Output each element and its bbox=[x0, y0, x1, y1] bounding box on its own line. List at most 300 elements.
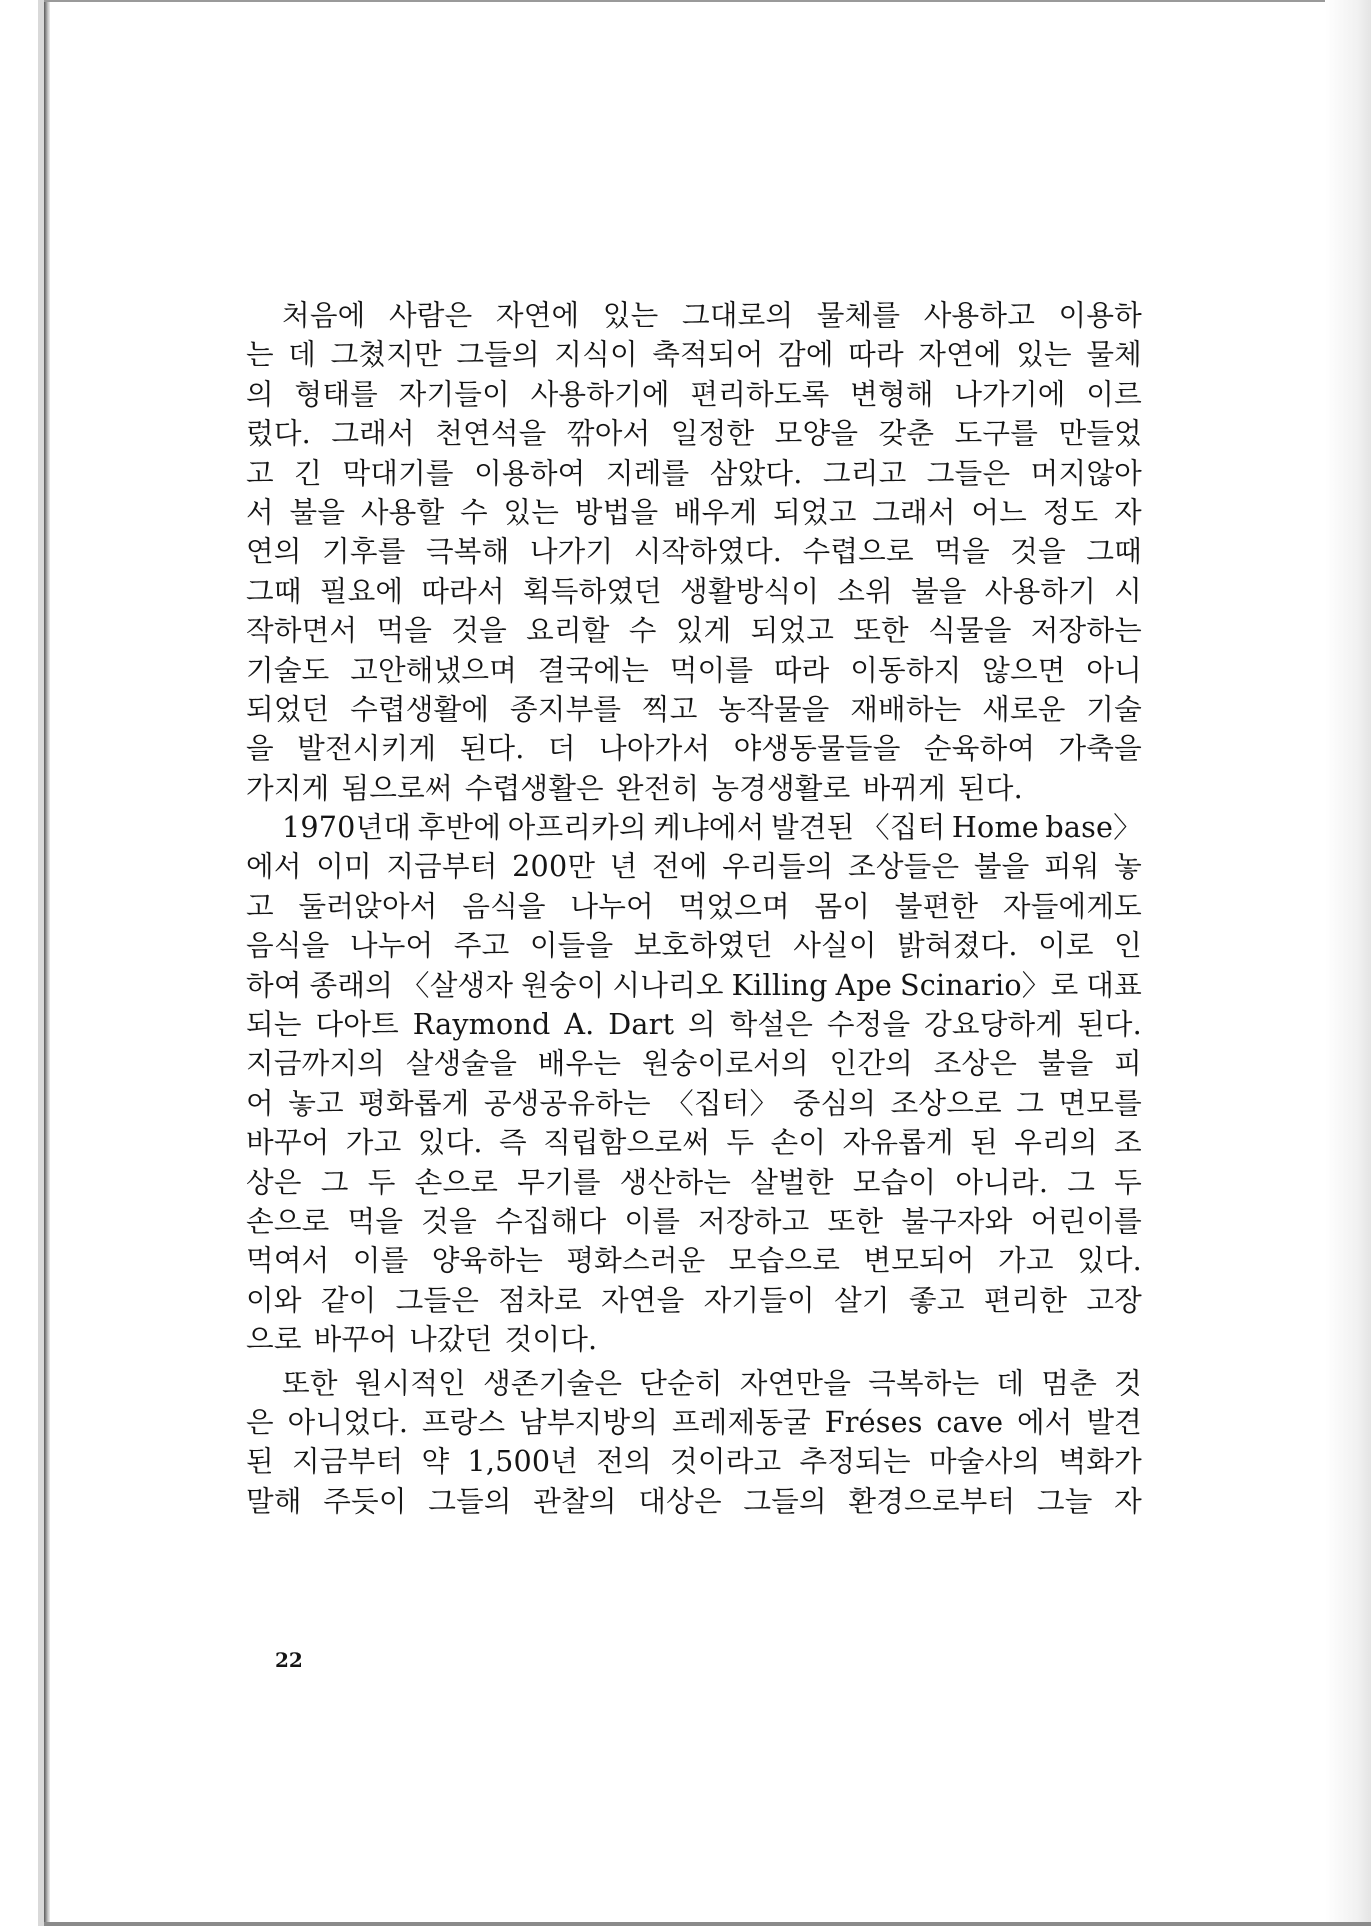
word: 되는 bbox=[246, 1007, 302, 1042]
word: 자연을 bbox=[600, 1282, 685, 1317]
word: 피워 bbox=[1043, 849, 1100, 884]
word: 있는 bbox=[503, 494, 560, 529]
word: 후반에 bbox=[417, 810, 502, 845]
word: 감에 bbox=[778, 337, 834, 372]
word: 또한 bbox=[827, 1203, 884, 1238]
text-line bbox=[246, 729, 1142, 768]
page-bottom-edge bbox=[44, 1922, 1371, 1926]
word: 음식을 bbox=[246, 928, 330, 963]
word: 먹었으며 bbox=[678, 888, 790, 923]
word: 수렵으로 bbox=[802, 534, 914, 569]
word: 이들을 bbox=[529, 928, 614, 963]
word: 자 bbox=[1114, 494, 1142, 529]
word: 바꾸어 bbox=[246, 1125, 330, 1160]
word: 종래의 bbox=[309, 967, 394, 1002]
word: 〈살생자 bbox=[400, 967, 514, 1002]
word: 조상들은 bbox=[848, 849, 960, 884]
word: 조 bbox=[1114, 1125, 1142, 1160]
word: 축적되어 bbox=[652, 337, 764, 372]
text-line bbox=[246, 1442, 1142, 1481]
word: 200만 bbox=[512, 849, 596, 884]
word: 평화스러운 bbox=[566, 1243, 706, 1278]
word: 농경생활로 bbox=[711, 770, 851, 805]
word: 의 bbox=[246, 376, 274, 411]
word: 무기를 bbox=[517, 1164, 601, 1199]
word: 모습이 bbox=[852, 1164, 937, 1199]
word: 갖춘 bbox=[878, 416, 935, 451]
word: 그들의 bbox=[456, 337, 540, 372]
word: 자연에 bbox=[495, 298, 580, 332]
word: 공생공유하는 bbox=[483, 1085, 651, 1120]
word: 즉 bbox=[499, 1125, 527, 1160]
word: 불을 bbox=[973, 849, 1030, 884]
word: 먹을 bbox=[376, 613, 433, 648]
book-binding-edge bbox=[44, 0, 50, 1926]
word: 또한 bbox=[282, 1365, 338, 1400]
word: 데 bbox=[996, 1365, 1025, 1400]
word: 따라서 bbox=[421, 573, 505, 608]
word: 사용하고 bbox=[923, 298, 1036, 332]
word: 기후를 bbox=[322, 534, 406, 569]
word: 시나리오 bbox=[612, 967, 724, 1002]
word: 나아가서 bbox=[599, 731, 711, 766]
word: 직립함으로써 bbox=[543, 1125, 711, 1160]
word: 모양을 bbox=[774, 416, 859, 451]
word: 살생술을 bbox=[405, 1046, 518, 1081]
word: 식물을 bbox=[928, 613, 1012, 648]
word: 결국에는 bbox=[537, 652, 650, 687]
word: 먹을 bbox=[347, 1203, 404, 1238]
word: 프레제동굴 bbox=[671, 1404, 811, 1439]
word: 사람은 bbox=[388, 298, 473, 332]
word: 시작하였다. bbox=[633, 534, 783, 569]
word: 그때 bbox=[246, 573, 302, 608]
text-line bbox=[246, 926, 1142, 965]
text-line bbox=[246, 1320, 1142, 1359]
word: 양육하는 bbox=[431, 1243, 544, 1278]
word: 아프리카의 bbox=[507, 810, 647, 845]
word: 된 bbox=[970, 1125, 998, 1160]
word: 그때 bbox=[1086, 534, 1142, 569]
word: 가고 bbox=[998, 1243, 1054, 1278]
word: 생활방식이 bbox=[680, 573, 820, 608]
text-line bbox=[246, 493, 1142, 532]
word: 된다. bbox=[957, 770, 1023, 805]
word: 발견된 bbox=[771, 810, 855, 845]
word: 원시적인 bbox=[354, 1365, 467, 1400]
word: 인 bbox=[1114, 928, 1142, 963]
text-line bbox=[246, 887, 1142, 926]
word: 막대기를 bbox=[342, 455, 454, 490]
word: 그 bbox=[1016, 1085, 1045, 1120]
word: 재배하는 bbox=[850, 691, 962, 726]
word: 먹이를 bbox=[669, 652, 754, 687]
word: 고 bbox=[246, 888, 274, 923]
word: 사실이 bbox=[793, 928, 877, 963]
text-line bbox=[246, 651, 1142, 690]
word: 환경으로부터 bbox=[848, 1483, 1016, 1518]
word: 피 bbox=[1114, 1046, 1142, 1081]
word: 찍고 bbox=[641, 691, 698, 726]
word: 살기 bbox=[834, 1282, 890, 1317]
word: 이와 bbox=[246, 1282, 302, 1317]
text-line bbox=[246, 1202, 1142, 1241]
word: 또한 bbox=[853, 613, 909, 648]
word: 이를 bbox=[624, 1203, 681, 1238]
word: 자기들이 bbox=[703, 1282, 815, 1317]
word: 나누어 bbox=[349, 928, 434, 963]
word: 정도 bbox=[1042, 494, 1099, 529]
word: 그늘 bbox=[1036, 1483, 1093, 1518]
word: 있게 bbox=[675, 613, 732, 648]
word: 불을 bbox=[289, 494, 346, 529]
word: 시 bbox=[1114, 573, 1142, 608]
word: 손이 bbox=[770, 1125, 827, 1160]
word: 종지부를 bbox=[509, 691, 622, 726]
word: 렀다. bbox=[246, 416, 311, 451]
word: 방법을 bbox=[574, 494, 659, 529]
word: 요리할 bbox=[526, 613, 610, 648]
word: 그대로의 bbox=[682, 298, 794, 332]
word: 생존기술은 bbox=[483, 1365, 623, 1400]
word: 어 bbox=[246, 1085, 274, 1120]
word: 야생동물들을 bbox=[733, 731, 901, 766]
word: 소위 bbox=[837, 573, 893, 608]
word: 있는 bbox=[1016, 337, 1072, 372]
word: 배우는 bbox=[537, 1046, 622, 1081]
word: 어느 bbox=[971, 494, 1028, 529]
text-line bbox=[246, 1044, 1142, 1083]
word: 가축을 bbox=[1058, 731, 1142, 766]
word: 수집해다 bbox=[495, 1203, 607, 1238]
word: 같이 bbox=[320, 1282, 377, 1317]
word: 밝혀졌다. bbox=[897, 928, 1018, 963]
word: 인간의 bbox=[829, 1046, 913, 1081]
word: 필요에 bbox=[319, 573, 404, 608]
word: 관찰의 bbox=[533, 1483, 617, 1518]
word: 벽화가 bbox=[1058, 1444, 1142, 1479]
word: 머지않아 bbox=[1030, 455, 1142, 490]
word: 극복하는 bbox=[868, 1365, 980, 1400]
word: 농작물을 bbox=[718, 691, 830, 726]
text-line bbox=[246, 414, 1142, 453]
text-line bbox=[246, 769, 1142, 808]
word: 데 bbox=[288, 337, 317, 372]
word: 사용하기에 bbox=[530, 376, 670, 411]
word: 다아트 bbox=[315, 1007, 399, 1042]
word: 마술사의 bbox=[928, 1444, 1041, 1479]
word: cave bbox=[936, 1404, 1004, 1439]
word: 조상은 bbox=[933, 1046, 1018, 1081]
word: 처음에 bbox=[282, 298, 366, 332]
word: 수정을 bbox=[826, 1007, 911, 1042]
word: 변모되어 bbox=[863, 1243, 975, 1278]
word: 지금까지의 bbox=[246, 1046, 386, 1081]
word: 그리고 bbox=[822, 455, 907, 490]
word: 손으로 bbox=[414, 1164, 499, 1199]
word: 프랑스 bbox=[421, 1404, 506, 1439]
word: 완전히 bbox=[615, 770, 700, 805]
word: 생산하는 bbox=[619, 1164, 732, 1199]
word: 고장 bbox=[1086, 1282, 1142, 1317]
word: 더 bbox=[547, 731, 576, 766]
word: 되었고 bbox=[750, 613, 835, 648]
word: 되었던 bbox=[246, 691, 330, 726]
word: 물체를 bbox=[816, 298, 901, 332]
word: 긴 bbox=[294, 455, 323, 490]
word: 두 bbox=[726, 1125, 755, 1160]
word: Home bbox=[951, 810, 1039, 845]
word: 서 bbox=[246, 494, 274, 529]
text-line bbox=[246, 1241, 1142, 1280]
word: 가고 bbox=[345, 1125, 402, 1160]
word: 이로 bbox=[1038, 928, 1094, 963]
text-line bbox=[246, 296, 1142, 335]
word: 이용하 bbox=[1058, 298, 1142, 332]
word: 된다. bbox=[459, 731, 525, 766]
word: 수 bbox=[459, 494, 488, 529]
word: 모습으로 bbox=[728, 1243, 841, 1278]
word: 약 bbox=[421, 1444, 450, 1479]
word: 것 bbox=[1114, 1365, 1142, 1400]
word: 나가기 bbox=[529, 534, 614, 569]
word: 그쳤지만 bbox=[330, 337, 442, 372]
word: 그래서 bbox=[331, 416, 415, 451]
word: 〈집터〉 bbox=[665, 1085, 779, 1120]
word: 물체 bbox=[1086, 337, 1142, 372]
word: 편리하도록 bbox=[690, 376, 830, 411]
word: Fréses bbox=[824, 1404, 923, 1439]
word: Killing bbox=[731, 967, 828, 1002]
word: 극복해 bbox=[425, 534, 510, 569]
word: 아니라. bbox=[955, 1164, 1049, 1199]
word: 천연석을 bbox=[435, 416, 547, 451]
word: 고안해냈으며 bbox=[350, 652, 518, 687]
word: 수렵생활은 bbox=[464, 770, 604, 805]
word: 이미 bbox=[316, 849, 372, 884]
word: 기술 bbox=[1086, 691, 1142, 726]
word: 단순히 bbox=[639, 1365, 723, 1400]
word: 주고 bbox=[453, 928, 510, 963]
word: 학설은 bbox=[729, 1007, 814, 1042]
word: 배우게 bbox=[673, 494, 758, 529]
word: 기술도 bbox=[246, 652, 330, 687]
word: 상은 bbox=[246, 1164, 302, 1199]
word: Ape bbox=[835, 967, 893, 1002]
word: 그 bbox=[1067, 1164, 1096, 1199]
word: 어린이를 bbox=[1030, 1203, 1142, 1238]
word: 것이다. bbox=[504, 1322, 598, 1357]
text-line bbox=[246, 1364, 1142, 1403]
word: 말해 bbox=[246, 1483, 302, 1518]
word: 으로 bbox=[246, 1322, 302, 1357]
page-top-edge bbox=[44, 0, 1371, 2]
text-line bbox=[246, 690, 1142, 729]
text-line bbox=[246, 335, 1142, 374]
word: 둘러앉아서 bbox=[298, 888, 438, 923]
word: 있다. bbox=[1076, 1243, 1142, 1278]
word: 남부지방의 bbox=[519, 1404, 659, 1439]
word: 바꾸어 bbox=[313, 1322, 398, 1357]
word: 1970년대 bbox=[282, 810, 412, 845]
word: 되었고 bbox=[773, 494, 857, 529]
word: 은 bbox=[246, 1404, 274, 1439]
word: 수렵생활에 bbox=[350, 691, 490, 726]
word: 그들의 bbox=[428, 1483, 512, 1518]
word: 발전시키게 bbox=[297, 731, 437, 766]
text-line bbox=[246, 375, 1142, 414]
word: 손으로 bbox=[246, 1203, 330, 1238]
word: 순육하여 bbox=[923, 731, 1036, 766]
word: 대상은 bbox=[638, 1483, 722, 1518]
word: 지금부터 bbox=[291, 1444, 404, 1479]
word: 불을 bbox=[911, 573, 967, 608]
word: 작하면서 bbox=[246, 613, 358, 648]
word: 변형해 bbox=[850, 376, 934, 411]
word: 된다. bbox=[1076, 1007, 1142, 1042]
word: 바뀌게 bbox=[862, 770, 946, 805]
word: 원숭이로서의 bbox=[641, 1046, 809, 1081]
word: 두 bbox=[1114, 1164, 1142, 1199]
text-line bbox=[246, 847, 1142, 886]
word: 조상으로 bbox=[890, 1085, 1002, 1120]
word: Dart bbox=[608, 1007, 675, 1042]
text-line bbox=[246, 808, 1142, 847]
word: 사용할 bbox=[360, 494, 445, 529]
word: 에서 bbox=[1016, 1404, 1073, 1439]
text-line bbox=[246, 1281, 1142, 1320]
word: 발견 bbox=[1086, 1404, 1142, 1439]
word: 면모를 bbox=[1058, 1085, 1142, 1120]
word: 강요당하게 bbox=[924, 1007, 1064, 1042]
word: 우리들의 bbox=[722, 849, 834, 884]
text-line bbox=[246, 532, 1142, 571]
body-text bbox=[246, 296, 1142, 1521]
word: 것을 bbox=[421, 1203, 477, 1238]
word: A. bbox=[564, 1007, 595, 1042]
word: 지금부터 bbox=[386, 849, 498, 884]
word: 만들었 bbox=[1058, 416, 1142, 451]
word: 도구를 bbox=[954, 416, 1039, 451]
word: 편리한 bbox=[983, 1282, 1068, 1317]
word: 형태를 bbox=[294, 376, 378, 411]
page-number: 22 bbox=[275, 1648, 303, 1672]
word: 우리의 bbox=[1014, 1125, 1098, 1160]
text-line bbox=[246, 1123, 1142, 1162]
word: 자유롭게 bbox=[842, 1125, 954, 1160]
word: 좋고 bbox=[908, 1282, 965, 1317]
word: 사용하기 bbox=[984, 573, 1097, 608]
word: 지식이 bbox=[554, 337, 638, 372]
word: 가지게 bbox=[246, 770, 330, 805]
word: 나누어 bbox=[570, 888, 654, 923]
word: 깎아서 bbox=[566, 416, 651, 451]
word: 보호하였던 bbox=[633, 928, 773, 963]
word: 이르 bbox=[1086, 376, 1142, 411]
word: 멈춘 bbox=[1041, 1365, 1098, 1400]
word: 않으면 bbox=[982, 652, 1066, 687]
word: 년 bbox=[609, 849, 638, 884]
word: 아니었다. bbox=[287, 1404, 409, 1439]
word: 대표 bbox=[1086, 967, 1142, 1002]
word: 그들은 bbox=[395, 1282, 480, 1317]
word: 된 bbox=[246, 1444, 274, 1479]
word: 추정되는 bbox=[799, 1444, 911, 1479]
text-line bbox=[246, 1482, 1142, 1521]
word: 불구자와 bbox=[901, 1203, 1013, 1238]
word: 수 bbox=[628, 613, 657, 648]
word: 놓 bbox=[1114, 849, 1142, 884]
word: 두 bbox=[367, 1164, 396, 1199]
word: 지레를 bbox=[605, 455, 690, 490]
word: 따라 bbox=[848, 337, 904, 372]
word: 중심의 bbox=[792, 1085, 877, 1120]
text-line bbox=[246, 611, 1142, 650]
word: 몸이 bbox=[814, 888, 871, 923]
word: 저장하고 bbox=[698, 1203, 810, 1238]
word: 있는 bbox=[602, 298, 659, 332]
word: 〈집터 bbox=[860, 810, 946, 845]
word: 일정한 bbox=[670, 416, 755, 451]
text-line bbox=[246, 454, 1142, 493]
word: 그들의 bbox=[743, 1483, 827, 1518]
word: 살벌한 bbox=[750, 1164, 834, 1199]
word: 연의 bbox=[246, 534, 302, 569]
word: 것을 bbox=[451, 613, 507, 648]
text-line bbox=[246, 966, 1142, 1005]
word: 자연만을 bbox=[739, 1365, 852, 1400]
word: 음식을 bbox=[462, 888, 546, 923]
word: 먹여서 bbox=[246, 1243, 330, 1278]
word: 자연에 bbox=[918, 337, 1002, 372]
word: 전에 bbox=[652, 849, 708, 884]
word: 케냐에서 bbox=[653, 810, 765, 845]
word: 이동하지 bbox=[850, 652, 962, 687]
word: 나가기에 bbox=[954, 376, 1066, 411]
word: 있다. bbox=[417, 1125, 483, 1160]
word: 불을 bbox=[1037, 1046, 1094, 1081]
word: 전의 bbox=[596, 1444, 652, 1479]
word: 에서 bbox=[246, 849, 302, 884]
text-line bbox=[246, 572, 1142, 611]
word: 주듯이 bbox=[323, 1483, 407, 1518]
page-right-edge bbox=[1325, 0, 1371, 1926]
word: 됨으로써 bbox=[341, 770, 453, 805]
word: 하여 bbox=[246, 967, 302, 1002]
word: 점차로 bbox=[498, 1282, 582, 1317]
word: 따라 bbox=[773, 652, 830, 687]
text-line bbox=[246, 1403, 1142, 1442]
word: Scinario〉로 bbox=[899, 967, 1079, 1002]
text-line bbox=[246, 1005, 1142, 1044]
word: 1,500년 bbox=[467, 1444, 579, 1479]
word: 저장하는 bbox=[1030, 613, 1142, 648]
word: 것을 bbox=[1010, 534, 1066, 569]
word: 먹을 bbox=[934, 534, 990, 569]
word: 자 bbox=[1114, 1483, 1142, 1518]
word: 이용하여 bbox=[474, 455, 586, 490]
word: 자기들이 bbox=[398, 376, 510, 411]
word: 그들은 bbox=[926, 455, 1011, 490]
word: 자들에게도 bbox=[1002, 888, 1142, 923]
word: 아니 bbox=[1086, 652, 1142, 687]
word: 고 bbox=[246, 455, 274, 490]
word: 는 bbox=[246, 337, 274, 372]
word: 을 bbox=[246, 731, 274, 766]
word: 그래서 bbox=[872, 494, 956, 529]
word: base〉 bbox=[1045, 810, 1142, 845]
word: 나갔던 bbox=[409, 1322, 493, 1357]
